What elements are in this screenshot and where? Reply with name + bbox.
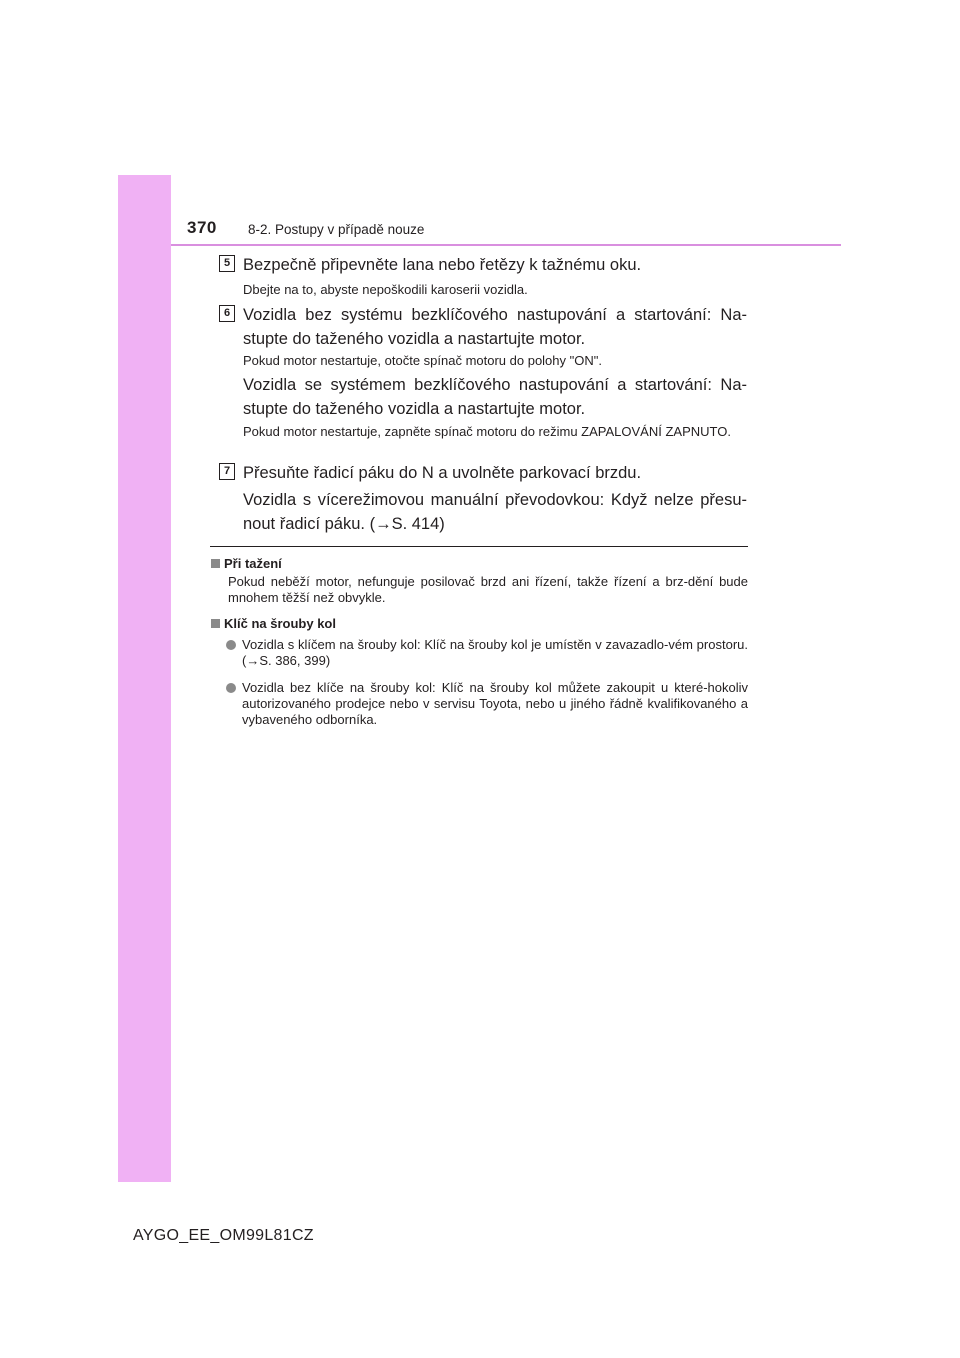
section-title: 8-2. Postupy v případě nouze: [248, 222, 425, 237]
square-bullet-icon: [211, 619, 220, 628]
square-bullet-icon: [211, 559, 220, 568]
header-divider: [171, 244, 841, 246]
info-towing-text: Pokud neběží motor, nefunguje posilovač brzd ani řízení, takže řízení a brz-dění bude mnohem těžší než obvykle.: [228, 574, 748, 605]
step-7-text: Přesuňte řadicí páku do N a uvolněte parkovací brzdu.: [243, 464, 642, 482]
step-6-badge: 6: [219, 305, 235, 322]
list-item: [226, 637, 748, 669]
page-number: 370: [187, 218, 217, 237]
circle-bullet-icon: [226, 683, 236, 693]
info-heading-towing-label: Při tažení: [224, 556, 282, 571]
list-item-text: Vozidla bez klíče na šrouby kol: Klíč na šrouby kol můžete zakoupit u které-hokoliv autorizovaného prodejce nebo v servisu Toyota, nebo u jiného řádně kvalifikovaného a vybaveného odborníka.: [242, 680, 748, 727]
step-7-text-b: Vozidla s vícerežimovou manuální převodovkou: Když nelze přesu-nout řadicí páku. (→S. 414): [243, 491, 747, 533]
info-heading-towing: [211, 556, 282, 572]
step-6-text-a: Vozidla bez systému bezklíčového nastupování a startování: Na-stupte do taženého vozidla a nastartujte motor.: [243, 306, 747, 348]
step-6-note-b: Pokud motor nestartuje, zapněte spínač motoru do režimu ZAPALOVÁNÍ ZAPNUTO.: [243, 424, 731, 439]
step-5-note: Dbejte na to, abyste nepoškodili karoserii vozidla.: [243, 282, 528, 297]
step-6-note-a: Pokud motor nestartuje, otočte spínač motoru do polohy "ON".: [243, 353, 602, 368]
list-item-text: Vozidla s klíčem na šrouby kol: Klíč na šrouby kol je umístěn v zavazadlo-vém prostoru. (→S. 386, 399): [242, 637, 748, 668]
document-code: AYGO_EE_OM99L81CZ: [133, 1227, 314, 1244]
section-color-tab: [118, 175, 171, 1182]
circle-bullet-icon: [226, 640, 236, 650]
step-6-text-b: Vozidla se systémem bezklíčového nastupování a startování: Na-stupte do taženého vozidla a nastartujte motor.: [243, 376, 747, 418]
info-divider: [210, 546, 748, 547]
step-5-badge: 5: [219, 255, 235, 272]
step-7-badge: 7: [219, 463, 235, 480]
info-heading-wheel-wrench-label: Klíč na šrouby kol: [224, 616, 336, 631]
step-5-text: Bezpečně připevněte lana nebo řetězy k tažnému oku.: [243, 256, 642, 274]
list-item: [226, 680, 748, 728]
info-heading-wheel-wrench: [211, 616, 336, 632]
